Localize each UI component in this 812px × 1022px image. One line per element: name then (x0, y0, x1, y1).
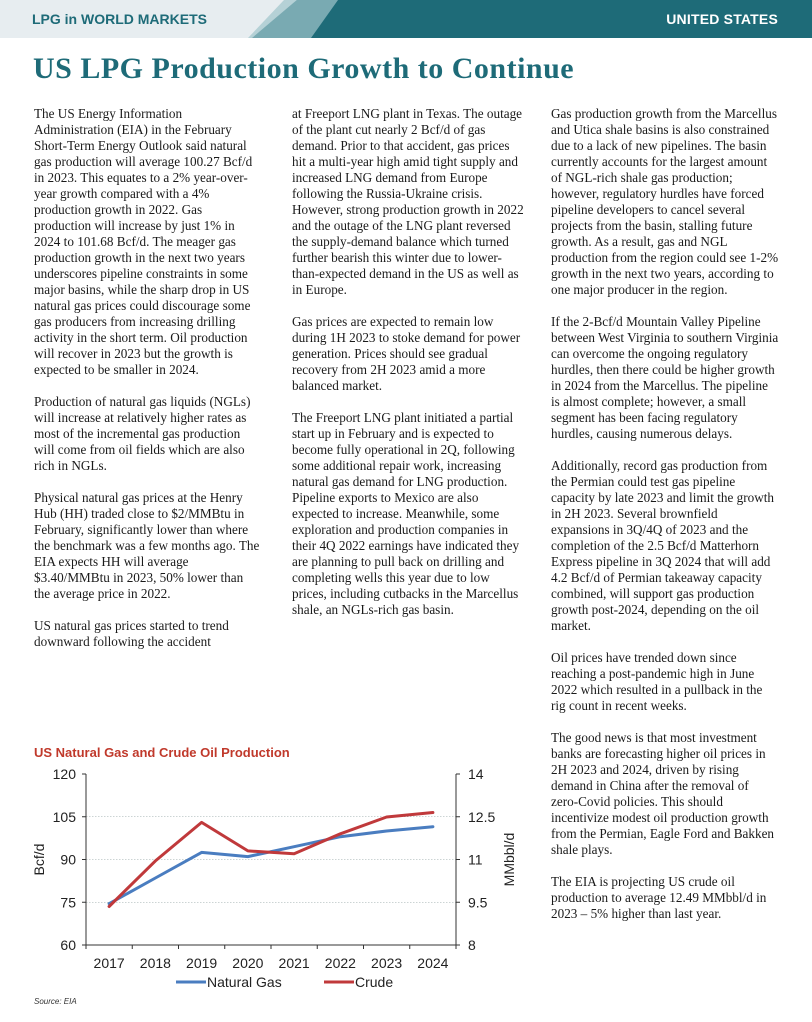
y-tick-label: 120 (52, 766, 76, 782)
x-tick-label: 2017 (93, 955, 125, 971)
legend-label: Crude (355, 974, 394, 990)
y-tick-label: 90 (60, 851, 76, 868)
x-tick-label: 2021 (278, 955, 310, 971)
article-column-3 (551, 106, 779, 938)
paragraph: The Freeport LNG plant initiated a partial start up in February and is expected to become fully operational in 2Q, following some additional repair work, increasing natural gas demand for LNG production. Pipeline exports to Mexico are also expected to increase. Meanwhile, some exploration and production companies in their 4Q 2022 earnings have indicated they are planning to pull back on drilling and completing wells this year due to low prices, including cutbacks in the Marcellus shale, an NGLs-rich gas basin. (292, 410, 520, 617)
y2-tick-label: 9.5 (468, 894, 488, 911)
paragraph: US natural gas prices started to trend downward following the accident (34, 618, 229, 649)
x-tick-label: 2019 (186, 955, 218, 971)
paragraph: The good news is that most investment banks are forecasting higher oil prices in 2H 2023 and 2024, driven by rising demand in China after the removal of zero-Covid policies. This should incentivize modest oil production growth from the Permian, Eagle Ford and Bakken shale plays. (551, 730, 775, 857)
article-title: US LPG Production Growth to Continue (33, 52, 575, 85)
chart-source: Source: EIA (34, 997, 77, 1006)
article-column-2 (292, 106, 524, 634)
paragraph: Production of natural gas liquids (NGLs) will increase at relatively higher rates as most of the incremental gas production will come from oil fields which are also rich in NGLs. (34, 394, 251, 473)
region-label: UNITED STATES (666, 11, 778, 27)
paragraph: The EIA is projecting US crude oil production to average 12.49 MMbbl/d in 2023 – 5% higher than last year. (551, 874, 767, 921)
paragraph: The US Energy Information Administration (EIA) in the February Short-Term Energy Outlook said natural gas production will average 100.27 Bcf/d in 2023. This equates to a 2% year-over-year growth compared with a 4% production growth in 2022. Gas production will increase by just 1% in 2024 to 101.68 Bcf/d. The meager gas production growth in the next two years underscores pipeline constraints in some major basins, while the sharp drop in US natural gas prices could discourage some gas producers from increasing drilling activity in the short term. Oil production will recover in 2023 but the growth is expected to be smaller in 2024. (34, 106, 253, 377)
y2-tick-label: 8 (468, 937, 476, 953)
y-tick-label: 60 (60, 937, 76, 953)
y-axis-label: Bcf/d (31, 843, 47, 876)
page-header-bar (0, 0, 812, 38)
chart-title: US Natural Gas and Crude Oil Production (34, 745, 290, 760)
production-chart (28, 760, 528, 1000)
y2-axis-label: MMbbl/d (501, 832, 517, 887)
paragraph: Additionally, record gas production from the Permian could test gas pipeline capacity by late 2023 and limit the growth in 2H 2023. Several brownfield expansions in 3Q/4Q of 2023 and the completion of the 2.5 Bcf/d Matterhorn Express pipeline in 3Q 2024 that will add 4.2 Bcf/d of Permian takeaway capacity combined, will support gas production growth post-2024, depending on the oil market. (551, 458, 775, 633)
x-tick-label: 2018 (139, 955, 171, 971)
paragraph: Physical natural gas prices at the Henry Hub (HH) traded close to $2/MMBtu in February, significantly lower than where the benchmark was a few months ago. The EIA expects HH will average $3.40/MMBtu in 2023, 50% lower than the average price in 2022. (34, 490, 260, 601)
x-tick-label: 2024 (417, 955, 449, 971)
y-tick-label: 75 (60, 894, 76, 911)
section-label: LPG in WORLD MARKETS (32, 11, 207, 27)
x-tick-label: 2020 (232, 955, 264, 971)
x-tick-label: 2023 (371, 955, 403, 971)
paragraph: Gas prices are expected to remain low during 1H 2023 to stoke demand for power generation. Prices should see gradual recovery from 2H 2023 amid a more balanced market. (292, 314, 521, 393)
paragraph: at Freeport LNG plant in Texas. The outage of the plant cut nearly 2 Bcf/d of gas demand. Prior to that accident, gas prices hit a multi-year high amid tight supply and increased LNG demand from Europe following the Russia-Ukraine crisis. However, strong production growth in 2022 and the outage of the LNG plant reversed the supply-demand balance which turned further bearish this winter due to lower-than-expected demand in the US as well as in Europe. (292, 106, 524, 297)
paragraph: Gas production growth from the Marcellus and Utica shale basins is also constrained due to a lack of new pipelines. The basin currently accounts for the largest amount of NGL-rich shale gas production; however, regulatory hurdles have forced pipeline developers to cancel several projects from the basin, stalling future growth. As a result, gas and NGL production from the region could see 1-2% growth in the next two years, according to one major producer in the region. (551, 106, 779, 297)
y2-tick-label: 11 (468, 851, 483, 868)
x-tick-label: 2022 (324, 955, 356, 971)
paragraph: If the 2-Bcf/d Mountain Valley Pipeline between West Virginia to southern Virginia can overcome the ongoing regulatory hurdles, then there could be higher growth in 2024 from the Marcellus. The pipeline is almost complete; however, a small segment has been facing regulatory hurdles, causing numerous delays. (551, 314, 779, 441)
legend-label: Natural Gas (207, 974, 282, 990)
series-line-natural-gas (109, 827, 433, 904)
y-tick-label: 105 (52, 808, 76, 825)
article-column-1 (34, 106, 262, 666)
y2-tick-label: 12.5 (468, 808, 496, 825)
y2-tick-label: 14 (468, 766, 484, 782)
paragraph: Oil prices have trended down since reaching a post-pandemic high in June 2022 which resulted in a pullback in the rig count in recent weeks. (551, 650, 763, 713)
